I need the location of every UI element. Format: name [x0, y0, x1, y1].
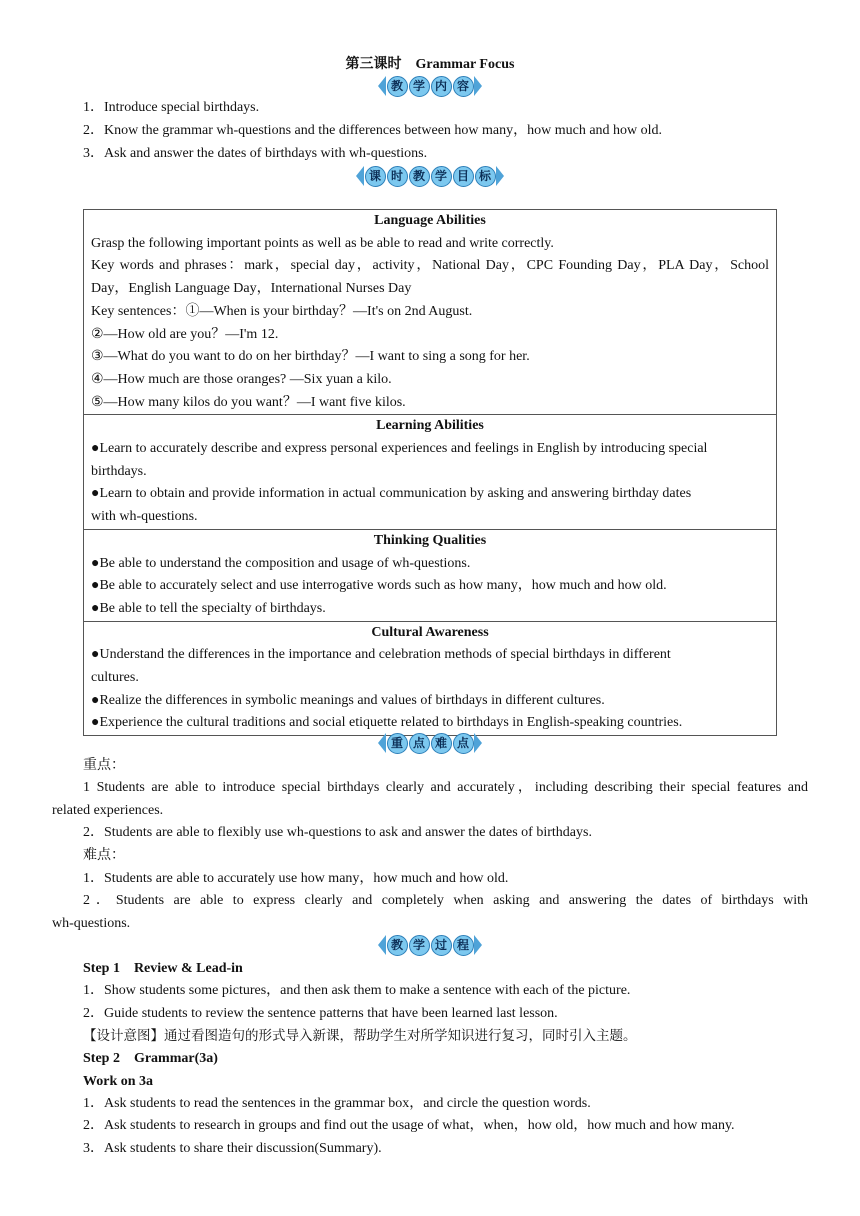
difficult-point-item: 2．Students are able to express clearly and completely when asking and answering the dates of birthdays with [83, 893, 808, 908]
difficult-point-item: wh-questions. [52, 916, 131, 931]
badge-char: 时 [387, 166, 408, 187]
badge-char: 课 [365, 166, 386, 187]
table-line: ●Learn to obtain and provide information in actual communication by asking and answering birthday dates [91, 486, 692, 502]
learning-abilities-section [84, 415, 777, 530]
language-abilities-section [84, 210, 777, 415]
badge-char: 程 [453, 935, 474, 956]
section-heading: Thinking Qualities [373, 532, 487, 548]
key-points-label: 重点： [83, 758, 125, 773]
table-line: Key words and phrases：mark，special day，activity，National Day，CPC Founding Day，PLA Day，School [91, 258, 769, 274]
content-item: 1．Introduce special birthdays. [83, 100, 260, 115]
table-line: birthdays. [91, 463, 147, 479]
work-on-3a-title: Work on 3a [83, 1074, 154, 1089]
table-line: ④—How much are those oranges? —Six yuan a kilo. [91, 371, 392, 387]
table-line: ●Realize the differences in symbolic meanings and values of birthdays in different cultures. [91, 692, 605, 708]
badge-char: 点 [409, 733, 430, 754]
thinking-qualities-section [84, 529, 777, 621]
lesson-title: 第三课时 Grammar Focus [345, 57, 515, 72]
badge-char: 点 [453, 733, 474, 754]
badge-char: 学 [409, 76, 430, 97]
badge-char: 过 [431, 935, 452, 956]
table-line: Grasp the following important points as well as be able to read and write correctly. [91, 235, 554, 251]
table-line: Key sentences：①—When is your birthday？—It's on 2nd August. [91, 303, 473, 319]
table-line: ●Experience the cultural traditions and social etiquette related to birthdays in English-speaking countries. [91, 715, 683, 731]
table-line: ●Understand the differences in the importance and celebration methods of special birthdays in different [91, 647, 671, 663]
step-item: 3．Ask students to share their discussion(Summary). [83, 1141, 382, 1156]
table-line: ●Be able to tell the specialty of birthdays. [91, 600, 326, 616]
badge-char: 学 [409, 935, 430, 956]
step-item: 2．Guide students to review the sentence patterns that have been learned last lesson. [83, 1006, 558, 1021]
badge-char: 重 [387, 733, 408, 754]
badge-char: 容 [453, 76, 474, 97]
badge-lesson-objectives [0, 164, 860, 188]
step-item: 2．Ask students to research in groups and find out the usage of what，when，how old，how much and how many. [83, 1118, 735, 1133]
badge-teaching-process [0, 933, 860, 957]
badge-char: 教 [387, 76, 408, 97]
table-line: ③—What do you want to do on her birthday？—I want to sing a song for her. [91, 349, 530, 365]
section-heading: Cultural Awareness [371, 624, 489, 640]
step-1-title: Step 1 Review & Lead-in [83, 961, 243, 976]
difficult-points-label: 难点： [83, 848, 125, 863]
table-line: Day，English Language Day，International Nurses Day [91, 281, 412, 297]
section-heading: Learning Abilities [376, 418, 484, 434]
table-line: cultures. [91, 670, 139, 686]
badge-char: 目 [453, 166, 474, 187]
cultural-awareness-section [84, 621, 777, 736]
table-line: ●Learn to accurately describe and express personal experiences and feelings in English by introducing special [91, 441, 708, 457]
design-intent: 【设计意图】通过看图造句的形式导入新课，帮助学生对所学知识进行复习，同时引入主题。 [83, 1028, 637, 1044]
difficult-point-item: 1．Students are able to accurately use how many，how much and how old. [83, 871, 509, 886]
table-line: ②—How old are you？—I'm 12. [91, 326, 279, 342]
objectives-table [83, 209, 777, 736]
badge-char: 标 [475, 166, 496, 187]
content-item: 3．Ask and answer the dates of birthdays with wh-questions. [83, 146, 428, 161]
table-line: ⑤—How many kilos do you want？—I want five kilos. [91, 394, 406, 410]
table-line: ●Be able to understand the composition and usage of wh-questions. [91, 555, 471, 571]
badge-char: 教 [387, 935, 408, 956]
step-2-title: Step 2 Grammar(3a) [83, 1051, 218, 1066]
step-item: 1．Ask students to read the sentences in the grammar box，and circle the question words. [83, 1096, 591, 1111]
content-item: 2．Know the grammar wh-questions and the differences between how many，how much and how old. [83, 123, 663, 138]
badge-char: 学 [431, 166, 452, 187]
key-point-item: related experiences. [52, 803, 164, 818]
badge-char: 教 [409, 166, 430, 187]
badge-char: 难 [431, 733, 452, 754]
section-heading: Language Abilities [374, 213, 486, 228]
badge-key-points [0, 731, 860, 755]
key-point-item: 2．Students are able to flexibly use wh-questions to ask and answer the dates of birthdays. [83, 825, 592, 840]
table-line: with wh-questions. [91, 509, 198, 525]
key-point-item: 1 Students are able to introduce special birthdays clearly and accurately，including describing their special features and [83, 780, 808, 795]
badge-teaching-content [0, 74, 860, 98]
step-item: 1．Show students some pictures，and then ask them to make a sentence with each of the picture. [83, 983, 631, 998]
table-line: ●Be able to accurately select and use interrogative words such as how many，how much and how old. [91, 578, 667, 594]
badge-char: 内 [431, 76, 452, 97]
